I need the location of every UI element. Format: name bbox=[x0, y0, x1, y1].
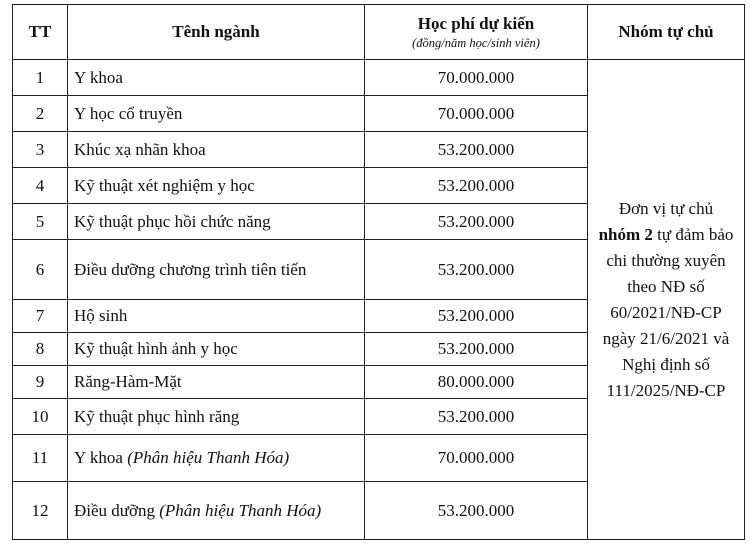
cell-fee: 53.200.000 bbox=[365, 399, 588, 435]
cell-name bbox=[68, 366, 365, 399]
cell-name bbox=[68, 168, 365, 204]
cell-fee: 53.200.000 bbox=[365, 300, 588, 333]
cell-fee: 70.000.000 bbox=[365, 96, 588, 132]
cell-tt: 9 bbox=[13, 366, 68, 399]
campus-note: (Phân hiệu Thanh Hóa) bbox=[127, 448, 290, 467]
cell-fee: 80.000.000 bbox=[365, 366, 588, 399]
name-text: Kỹ thuật hình ảnh y học bbox=[74, 339, 238, 358]
header-row bbox=[13, 5, 745, 60]
group-text-2: tự đảm bảo chi thường xuyên theo NĐ số 60/2021/NĐ-CP ngày 21/6/2021 và Nghị định số 111/2025/NĐ-CP bbox=[602, 224, 734, 400]
cell-fee: 53.200.000 bbox=[365, 204, 588, 240]
header-fee bbox=[365, 5, 588, 60]
cell-tt: 8 bbox=[13, 333, 68, 366]
name-text: Y khoa bbox=[74, 448, 123, 467]
cell-autonomy-group bbox=[588, 60, 745, 540]
group-text-bold: nhóm 2 bbox=[598, 224, 653, 244]
name-text: Y học cổ truyền bbox=[74, 103, 183, 123]
cell-fee: 53.200.000 bbox=[365, 482, 588, 540]
cell-name bbox=[68, 132, 365, 168]
cell-name bbox=[68, 240, 365, 300]
cell-name bbox=[68, 96, 365, 132]
cell-name bbox=[68, 204, 365, 240]
header-fee-unit: (đồng/năm học/sinh viên) bbox=[412, 36, 540, 50]
cell-name bbox=[68, 399, 365, 435]
name-text: Điều dưỡng bbox=[74, 500, 155, 520]
tuition-table bbox=[12, 4, 745, 540]
cell-tt: 4 bbox=[13, 168, 68, 204]
cell-tt: 6 bbox=[13, 240, 68, 300]
cell-tt: 12 bbox=[13, 482, 68, 540]
campus-note: (Phân hiệu Thanh Hóa) bbox=[159, 500, 322, 520]
cell-fee: 53.200.000 bbox=[365, 168, 588, 204]
name-text: Kỹ thuật phục hồi chức năng bbox=[74, 211, 271, 231]
cell-tt: 11 bbox=[13, 435, 68, 482]
header-group: Nhóm tự chủ bbox=[588, 5, 745, 60]
cell-name bbox=[68, 435, 365, 482]
name-text: Khúc xạ nhãn khoa bbox=[74, 139, 206, 159]
group-text-1: Đơn vị tự chủ bbox=[618, 198, 714, 218]
cell-fee: 70.000.000 bbox=[365, 435, 588, 482]
cell-fee: 53.200.000 bbox=[365, 240, 588, 300]
cell-tt: 1 bbox=[13, 60, 68, 96]
table-row bbox=[13, 60, 745, 96]
header-fee-label: Học phí dự kiến bbox=[417, 14, 535, 33]
name-text: Hộ sinh bbox=[74, 306, 128, 325]
name-text: Điều dưỡng chương trình tiên tiến bbox=[74, 259, 307, 279]
cell-tt: 3 bbox=[13, 132, 68, 168]
cell-tt: 2 bbox=[13, 96, 68, 132]
cell-fee: 53.200.000 bbox=[365, 333, 588, 366]
cell-name bbox=[68, 482, 365, 540]
cell-fee: 70.000.000 bbox=[365, 60, 588, 96]
header-tt: TT bbox=[13, 5, 68, 60]
cell-name bbox=[68, 60, 365, 96]
name-text: Răng-Hàm-Mặt bbox=[74, 372, 182, 391]
cell-tt: 10 bbox=[13, 399, 68, 435]
name-text: Kỹ thuật xét nghiệm y học bbox=[74, 175, 255, 195]
name-text: Y khoa bbox=[74, 67, 123, 87]
header-name: Tênh ngành bbox=[68, 5, 365, 60]
cell-tt: 7 bbox=[13, 300, 68, 333]
cell-name bbox=[68, 333, 365, 366]
name-text: Kỹ thuật phục hình răng bbox=[74, 406, 240, 426]
cell-fee: 53.200.000 bbox=[365, 132, 588, 168]
cell-name bbox=[68, 300, 365, 333]
cell-tt: 5 bbox=[13, 204, 68, 240]
